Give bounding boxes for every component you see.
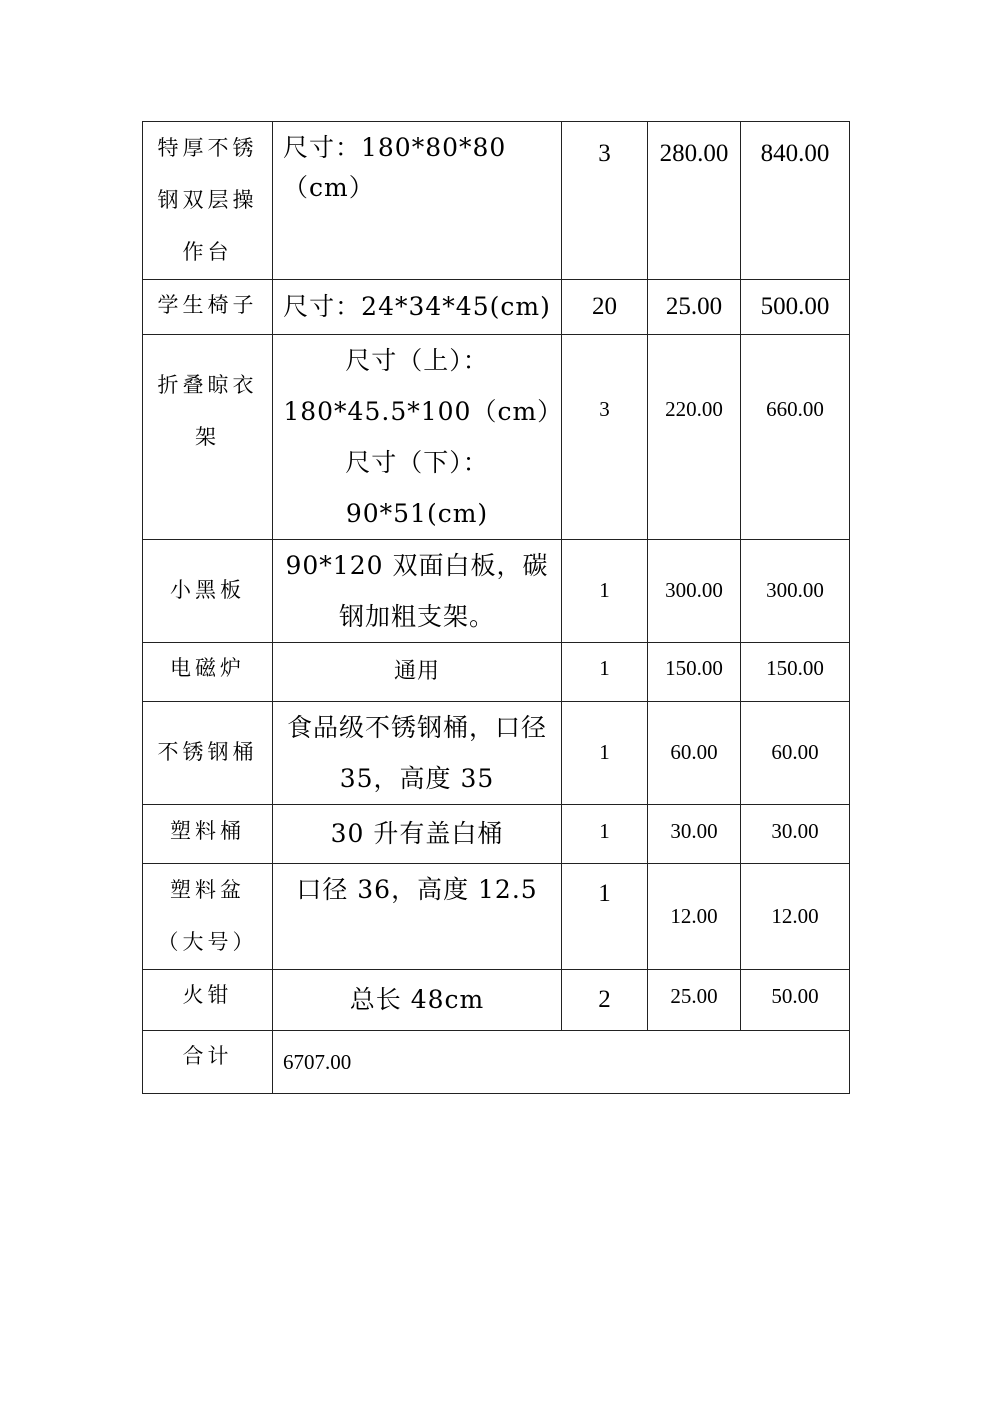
item-name: 小黑板 — [170, 578, 245, 602]
item-price-cell — [648, 970, 741, 1031]
items-table — [142, 121, 850, 1094]
item-price-cell — [648, 540, 741, 643]
item-name-cell — [143, 122, 273, 280]
item-amount-cell — [741, 122, 850, 280]
table-row — [143, 122, 850, 280]
item-amount: 150.00 — [766, 656, 824, 680]
item-amount-cell — [741, 335, 850, 540]
item-price: 300.00 — [665, 578, 723, 602]
item-qty-cell — [562, 335, 648, 540]
item-name-cell — [143, 702, 273, 805]
item-name-cell — [143, 540, 273, 643]
item-name-cell — [143, 864, 273, 970]
item-spec-cell — [273, 805, 562, 864]
item-price: 30.00 — [670, 819, 718, 843]
item-amount-cell — [741, 540, 850, 643]
item-spec: 食品级不锈钢桶，口径35，高度 35 — [286, 713, 547, 793]
item-spec-cell — [273, 335, 562, 540]
item-amount: 12.00 — [771, 904, 819, 928]
item-qty: 1 — [599, 740, 610, 764]
total-label-cell — [143, 1031, 273, 1094]
item-qty-cell — [562, 643, 648, 702]
item-spec-cell — [273, 122, 562, 280]
table-row — [143, 805, 850, 864]
item-amount: 30.00 — [771, 819, 819, 843]
item-spec: 尺寸：24*34*45(cm) — [283, 292, 551, 321]
item-price: 12.00 — [670, 904, 718, 928]
total-label: 合计 — [182, 1044, 233, 1068]
item-qty-cell — [562, 805, 648, 864]
item-name: 不锈钢桶 — [157, 740, 258, 764]
item-spec-cell — [273, 970, 562, 1031]
item-spec-cell — [273, 864, 562, 970]
item-amount: 500.00 — [760, 293, 830, 320]
item-amount: 300.00 — [766, 578, 824, 602]
total-row — [143, 1031, 850, 1094]
item-spec-cell — [273, 643, 562, 702]
item-price: 60.00 — [670, 740, 718, 764]
item-qty: 1 — [599, 656, 610, 680]
item-amount-cell — [741, 643, 850, 702]
item-amount: 840.00 — [760, 140, 830, 167]
total-value: 6707.00 — [283, 1050, 352, 1074]
item-price: 25.00 — [670, 984, 718, 1008]
item-name-cell — [143, 280, 273, 335]
item-name: 电磁炉 — [170, 656, 245, 680]
total-value-cell — [273, 1031, 850, 1094]
item-price-cell — [648, 864, 741, 970]
item-price: 280.00 — [659, 140, 729, 167]
item-price-cell — [648, 805, 741, 864]
item-price: 150.00 — [665, 656, 723, 680]
item-qty-cell — [562, 122, 648, 280]
item-name: 特厚不锈钢双层操作台 — [157, 136, 258, 264]
item-spec-cell — [273, 702, 562, 805]
item-amount-cell — [741, 805, 850, 864]
item-amount-cell — [741, 280, 850, 335]
item-spec-cell — [273, 540, 562, 643]
item-spec-cell — [273, 280, 562, 335]
item-name: 塑料盆（大号） — [157, 878, 258, 954]
item-amount-cell — [741, 970, 850, 1031]
item-name-cell — [143, 805, 273, 864]
item-price-cell — [648, 702, 741, 805]
item-qty: 1 — [599, 819, 610, 843]
item-qty: 3 — [599, 397, 610, 421]
table-row — [143, 335, 850, 540]
table-row — [143, 970, 850, 1031]
item-name: 塑料桶 — [170, 819, 245, 843]
item-name-cell — [143, 970, 273, 1031]
item-price-cell — [648, 280, 741, 335]
item-qty-cell — [562, 864, 648, 970]
item-qty: 2 — [598, 986, 611, 1013]
item-price: 25.00 — [665, 293, 723, 320]
item-amount: 60.00 — [771, 740, 819, 764]
item-qty-cell — [562, 970, 648, 1031]
item-amount-cell — [741, 864, 850, 970]
item-qty: 1 — [598, 880, 611, 907]
item-name-cell — [143, 335, 273, 540]
item-qty: 3 — [598, 140, 611, 167]
item-qty: 1 — [599, 578, 610, 602]
item-name: 折叠晾衣架 — [157, 373, 258, 449]
item-name: 火钳 — [182, 983, 233, 1007]
item-name-cell — [143, 643, 273, 702]
table-row — [143, 540, 850, 643]
item-price-cell — [648, 335, 741, 540]
item-price-cell — [648, 122, 741, 280]
table-row — [143, 702, 850, 805]
item-price: 220.00 — [665, 397, 723, 421]
item-qty-cell — [562, 540, 648, 643]
item-spec: 总长 48cm — [349, 985, 485, 1014]
table-row — [143, 280, 850, 335]
item-spec: 90*120 双面白板，碳钢加粗支架。 — [285, 551, 549, 631]
table-row — [143, 864, 850, 970]
item-amount: 660.00 — [766, 397, 824, 421]
item-qty-cell — [562, 280, 648, 335]
item-spec: 尺寸：180*80*80（cm） — [283, 133, 507, 202]
item-name: 学生椅子 — [157, 293, 258, 317]
item-amount-cell — [741, 702, 850, 805]
item-amount: 50.00 — [771, 984, 819, 1008]
item-spec: 口径 36，高度 12.5 — [296, 875, 538, 904]
item-price-cell — [648, 643, 741, 702]
item-spec: 通用 — [393, 659, 440, 684]
item-spec: 尺寸（上）：180*45.5*100（cm）尺寸（下）：90*51(cm) — [283, 346, 551, 528]
item-spec: 30 升有盖白桶 — [330, 819, 504, 848]
item-qty: 20 — [592, 293, 617, 320]
table-row — [143, 643, 850, 702]
item-qty-cell — [562, 702, 648, 805]
